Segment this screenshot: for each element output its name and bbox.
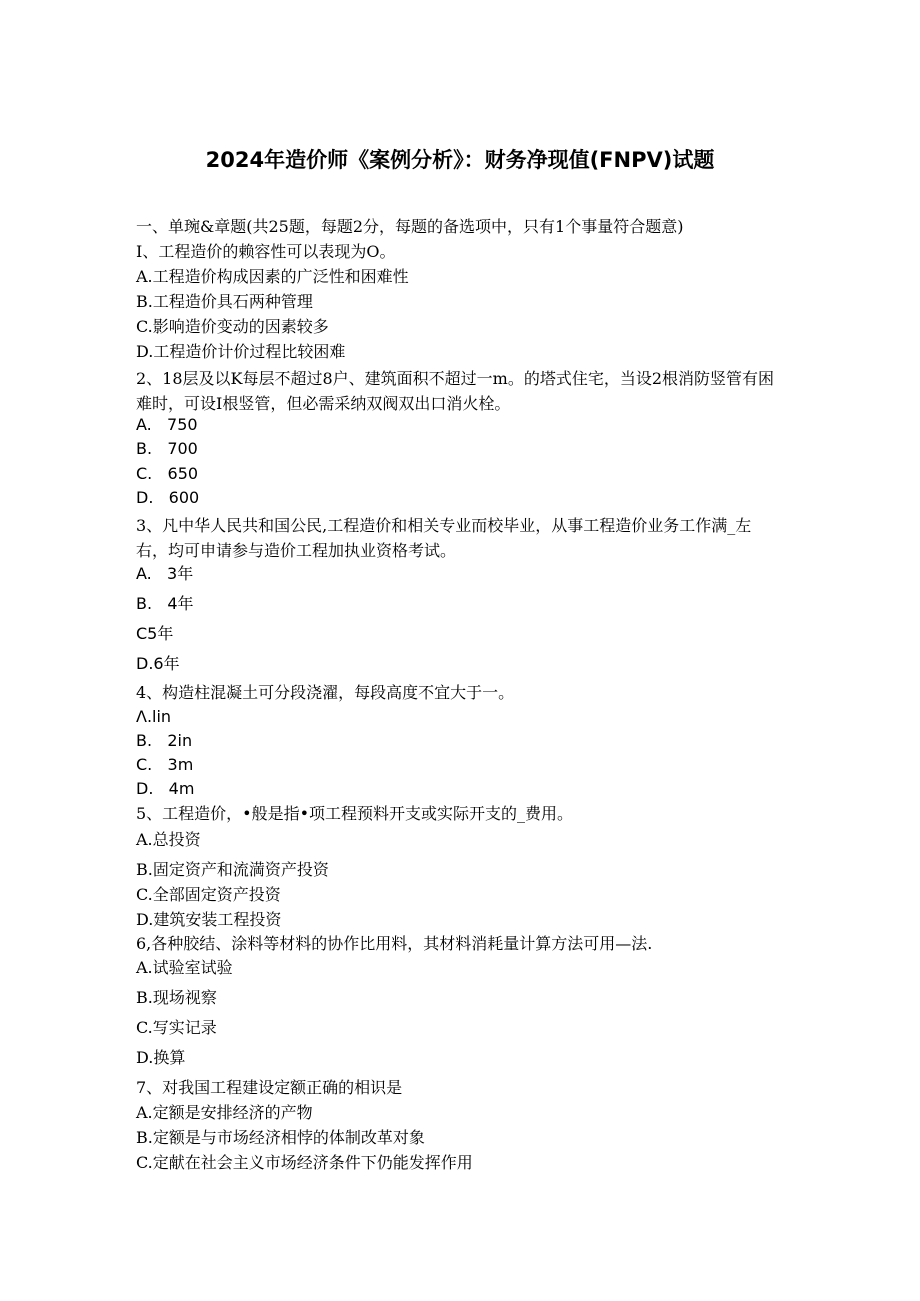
question-4-option-d: D. 4m [136,779,195,798]
question-2-stem: 2、18层及以K每层不超过8户、建筑面积不超过一m。的塔式住宅，当设2根消防竖管有困难时，可设I根竖管，但必需采纳双阀双出口消火栓。 [136,369,775,413]
question-1-stem: I、工程造价的赖容性可以表现为O。 [136,242,396,261]
question-5-option-d: D.建筑安装工程投资 [136,910,282,929]
question-3-stem: 3、凡中华人民共和国公民,工程造价和相关专业而校毕业，从事工程造价业务工作满_左右，均可申请参与造价工程加执业资格考试。 [136,516,752,560]
question-5-option-a: A.总投资 [136,830,201,849]
question-6-option-c: C.写实记录 [136,1018,217,1037]
section-heading: 一、单琬&章题(共25题，每题2分，每题的备选项中，只有1个事量符合题意) [136,217,684,236]
question-2-option-b: B. 700 [136,439,198,458]
question-2-option-d: D. 600 [136,488,200,507]
question-4-option-b: B. 2in [136,731,193,750]
question-4-option-a: Λ.lin [136,707,172,726]
question-3-option-c: C5年 [136,624,174,643]
question-7-option-b: B.定额是与市场经济相悖的体制改革对象 [136,1128,425,1147]
question-4-option-c: C. 3m [136,755,194,774]
question-7-option-c: C.定献在社会主义市场经济条件下仍能发挥作用 [136,1153,473,1172]
document-title: 2024年造价师《案例分析》：财务净现值(FNPV)试题 [205,148,715,172]
question-6-option-a: A.试验室试验 [136,958,233,977]
question-3-option-b: B. 4年 [136,594,194,613]
question-1-option-d: D.工程造价计价过程比较困难 [136,342,346,361]
question-5-stem: 5、工程造价，•般是指•项工程预料开支或实际开支的_费用。 [136,804,574,823]
question-5-option-b: B.固定资产和流満资产投资 [136,860,329,879]
question-1-option-a: A.工程造价构成因素的广泛性和困难性 [136,267,409,286]
question-6-option-b: B.现场视察 [136,988,217,1007]
question-2-option-a: A. 750 [136,415,198,434]
question-7-stem: 7、对我国工程建设定额正确的相识是 [136,1078,403,1097]
question-1-option-b: B.工程造价具石两种管理 [136,292,313,311]
question-6-option-d: D.换算 [136,1048,186,1067]
question-3-option-a: A. 3年 [136,564,194,583]
question-7-option-a: A.定额是安排经济的产物 [136,1103,313,1122]
question-4-stem: 4、构造柱混凝土可分段浇濯，每段高度不宜大于一。 [136,683,515,702]
question-6-stem: 6,各种胶结、涂料等材料的协作比用料，其材料消耗量计算方法可用—法. [136,934,653,953]
question-2-option-c: C. 650 [136,464,199,483]
question-3-option-d: D.6年 [136,654,180,673]
question-5-option-c: C.全部固定资产投资 [136,885,281,904]
question-1-option-c: C.影响造价变动的因素较多 [136,317,329,336]
